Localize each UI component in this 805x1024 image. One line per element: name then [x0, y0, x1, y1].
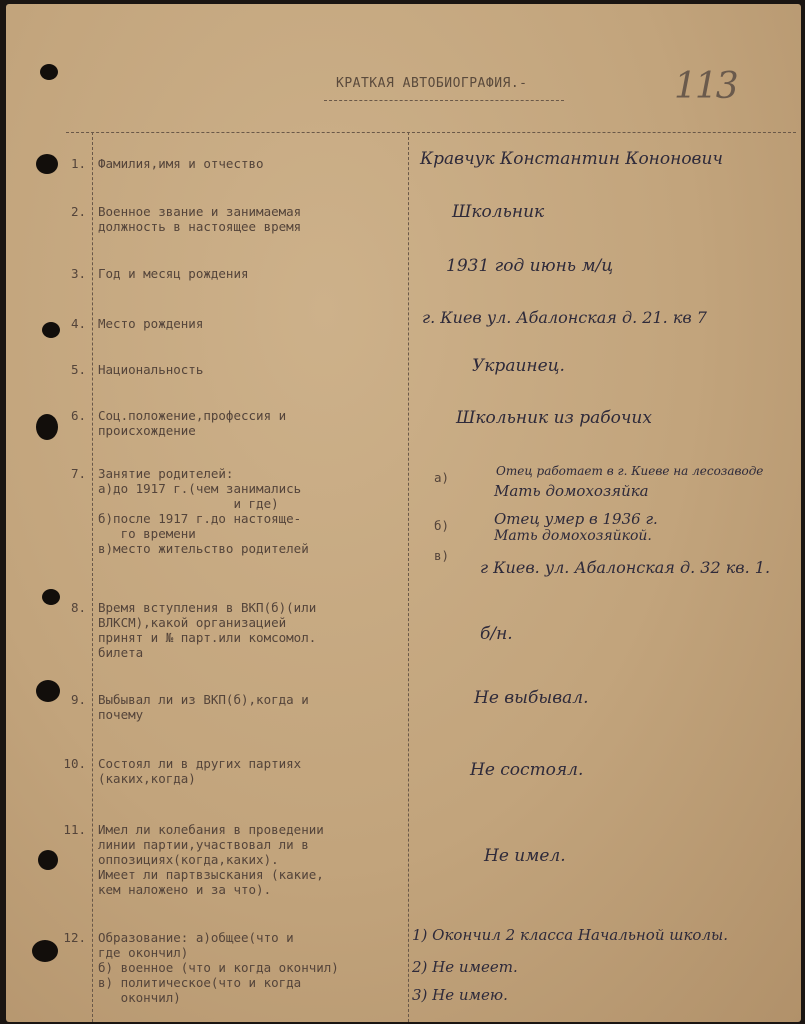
- row-number: 3.: [70, 266, 86, 281]
- row-answer: б/н.: [480, 624, 513, 644]
- row-question: Занятие родителей: а)до 1917 г.(чем занимались и где) б)после 1917 г.до настояще- го времени в)место жительство родителей: [98, 466, 309, 556]
- table-top-rule: [66, 132, 796, 133]
- row-question: Выбывал ли из ВКП(б),когда и почему: [98, 692, 309, 722]
- row-answer: Школьник: [452, 202, 545, 222]
- row-question: Национальность: [98, 362, 204, 377]
- parents-answer-b2: Мать домохозяйкой.: [494, 528, 652, 544]
- title-underline: [324, 100, 564, 101]
- row-answer: г. Киев ул. Абалонская д. 21. кв 7: [422, 308, 707, 327]
- parents-answer-c1: г Киев. ул. Абалонская д. 32 кв. 1.: [480, 558, 771, 577]
- row-number: 2.: [70, 204, 86, 219]
- row-number: 5.: [70, 362, 86, 377]
- parents-marker-b: б): [434, 518, 450, 533]
- punch-hole: [36, 680, 60, 702]
- row-number: 6.: [70, 408, 86, 423]
- row-question: Состоял ли в других партиях (каких,когда): [98, 756, 302, 786]
- row-question: Год и месяц рождения: [98, 266, 249, 281]
- document-page: [6, 4, 801, 1022]
- row-question: Фамилия,имя и отчество: [98, 156, 264, 171]
- row-number: 8.: [70, 600, 86, 615]
- parents-answer-a2: Мать домохозяйка: [494, 482, 649, 500]
- row-answer: Не выбывал.: [474, 688, 589, 708]
- row-answer: 1931 год июнь м/ц: [446, 256, 614, 276]
- education-answer-b: 2) Не имеет.: [412, 958, 518, 976]
- parents-marker-a: а): [434, 470, 450, 485]
- parents-answer-a1: Отец работает в г. Киеве на лесозаводе: [496, 464, 764, 478]
- row-number: 7.: [70, 466, 86, 481]
- row-number: 1.: [70, 156, 86, 171]
- row-number: 4.: [70, 316, 86, 331]
- row-question: Соц.положение,профессия и происхождение: [98, 408, 287, 438]
- column-divider-right: [408, 132, 409, 1022]
- parents-answer-b1: Отец умер в 1936 г.: [494, 510, 658, 528]
- education-answer-c: 3) Не имею.: [412, 986, 508, 1004]
- education-answer-a: 1) Окончил 2 класса Начальной школы.: [412, 926, 729, 944]
- row-answer: Школьник из рабочих: [456, 408, 652, 428]
- row-question: Военное звание и занимаемая должность в настоящее время: [98, 204, 302, 234]
- row-question: Место рождения: [98, 316, 204, 331]
- punch-hole: [42, 322, 60, 338]
- row-number: 12.: [63, 930, 86, 945]
- row-answer: Не состоял.: [470, 760, 584, 780]
- row-question: Образование: а)общее(что и где окончил) б) военное (что и когда окончил) в) политическое(что и когда окончил): [98, 930, 339, 1005]
- row-number: 11.: [63, 822, 86, 837]
- row-question: Время вступления в ВКП(б)(или ВЛКСМ),какой организацией принят и № парт.или комсомол. билета: [98, 600, 317, 660]
- punch-hole: [32, 940, 58, 962]
- row-question: Имел ли колебания в проведении линии партии,участвовал ли в оппозициях(когда,каких). Имеет ли партвзыскания (какие, кем наложено и за что).: [98, 822, 324, 897]
- handwritten-page-number: 113: [674, 66, 737, 107]
- row-answer: Кравчук Константин Кононович: [420, 149, 723, 169]
- row-number: 10.: [63, 756, 86, 771]
- parents-marker-c: в): [434, 548, 450, 563]
- row-number: 9.: [70, 692, 86, 707]
- punch-hole: [38, 850, 58, 870]
- punch-hole: [36, 154, 58, 174]
- row-answer: Украинец.: [472, 356, 565, 376]
- punch-hole: [40, 64, 58, 80]
- document-title: КРАТКАЯ АВТОБИОГРАФИЯ.-: [336, 76, 528, 91]
- punch-hole: [42, 589, 60, 605]
- row-answer: Не имел.: [484, 846, 566, 866]
- column-divider-left: [92, 132, 93, 1022]
- punch-hole: [36, 414, 58, 440]
